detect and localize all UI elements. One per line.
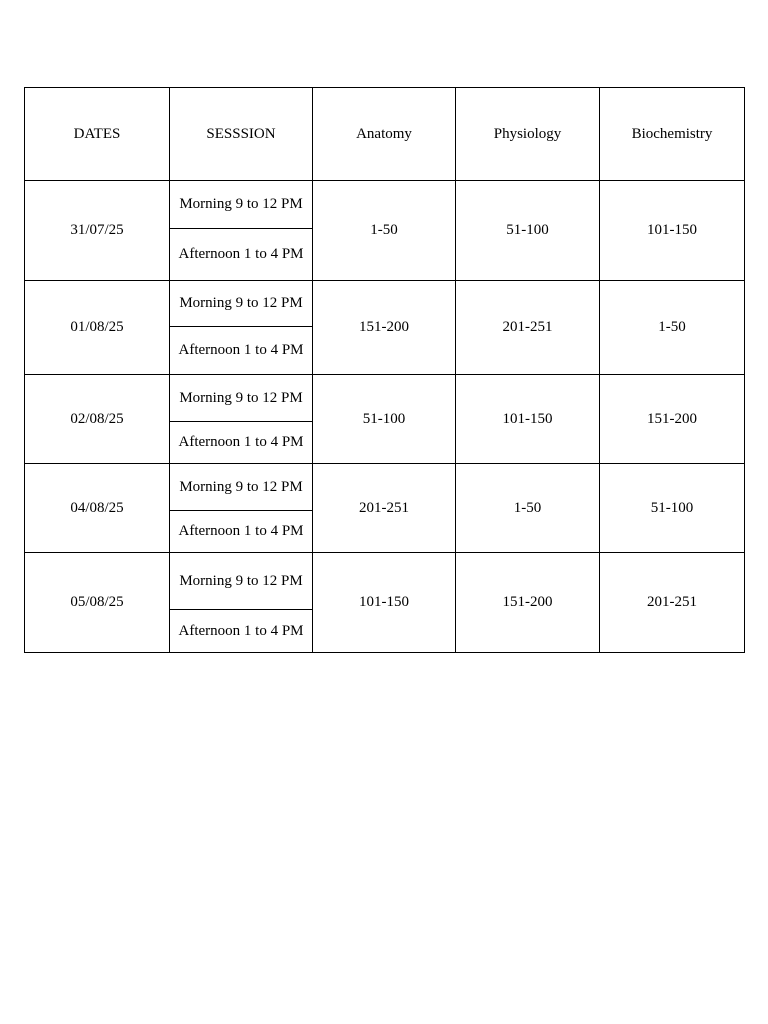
date-cell: 01/08/25: [25, 281, 170, 375]
session-cell-afternoon: Afternoon 1 to 4 PM: [170, 422, 313, 464]
header-physiology: Physiology: [456, 88, 600, 181]
physiology-cell: 1-50: [456, 464, 600, 553]
biochemistry-cell: 101-150: [600, 181, 745, 281]
table-row: [25, 181, 745, 229]
physiology-cell: 101-150: [456, 375, 600, 464]
table-row: [25, 553, 745, 610]
biochemistry-cell: 1-50: [600, 281, 745, 375]
date-cell: 02/08/25: [25, 375, 170, 464]
physiology-cell: 201-251: [456, 281, 600, 375]
session-cell-afternoon: Afternoon 1 to 4 PM: [170, 511, 313, 553]
header-dates: DATES: [25, 88, 170, 181]
session-cell-afternoon: Afternoon 1 to 4 PM: [170, 610, 313, 653]
table-row: [25, 281, 745, 327]
physiology-cell: 151-200: [456, 553, 600, 653]
session-cell-morning: Morning 9 to 12 PM: [170, 375, 313, 422]
header-biochemistry: Biochemistry: [600, 88, 745, 181]
biochemistry-cell: 51-100: [600, 464, 745, 553]
session-cell-afternoon: Afternoon 1 to 4 PM: [170, 229, 313, 281]
session-cell-morning: Morning 9 to 12 PM: [170, 553, 313, 610]
physiology-cell: 51-100: [456, 181, 600, 281]
exam-schedule-table: [24, 87, 745, 653]
anatomy-cell: 101-150: [313, 553, 456, 653]
header-session: SESSSION: [170, 88, 313, 181]
date-cell: 31/07/25: [25, 181, 170, 281]
session-cell-morning: Morning 9 to 12 PM: [170, 281, 313, 327]
anatomy-cell: 1-50: [313, 181, 456, 281]
table-header-row: [25, 88, 745, 181]
table-row: [25, 464, 745, 511]
anatomy-cell: 201-251: [313, 464, 456, 553]
date-cell: 04/08/25: [25, 464, 170, 553]
table-row: [25, 375, 745, 422]
session-cell-morning: Morning 9 to 12 PM: [170, 464, 313, 511]
biochemistry-cell: 151-200: [600, 375, 745, 464]
date-cell: 05/08/25: [25, 553, 170, 653]
biochemistry-cell: 201-251: [600, 553, 745, 653]
session-cell-morning: Morning 9 to 12 PM: [170, 181, 313, 229]
anatomy-cell: 51-100: [313, 375, 456, 464]
header-anatomy: Anatomy: [313, 88, 456, 181]
session-cell-afternoon: Afternoon 1 to 4 PM: [170, 327, 313, 375]
anatomy-cell: 151-200: [313, 281, 456, 375]
